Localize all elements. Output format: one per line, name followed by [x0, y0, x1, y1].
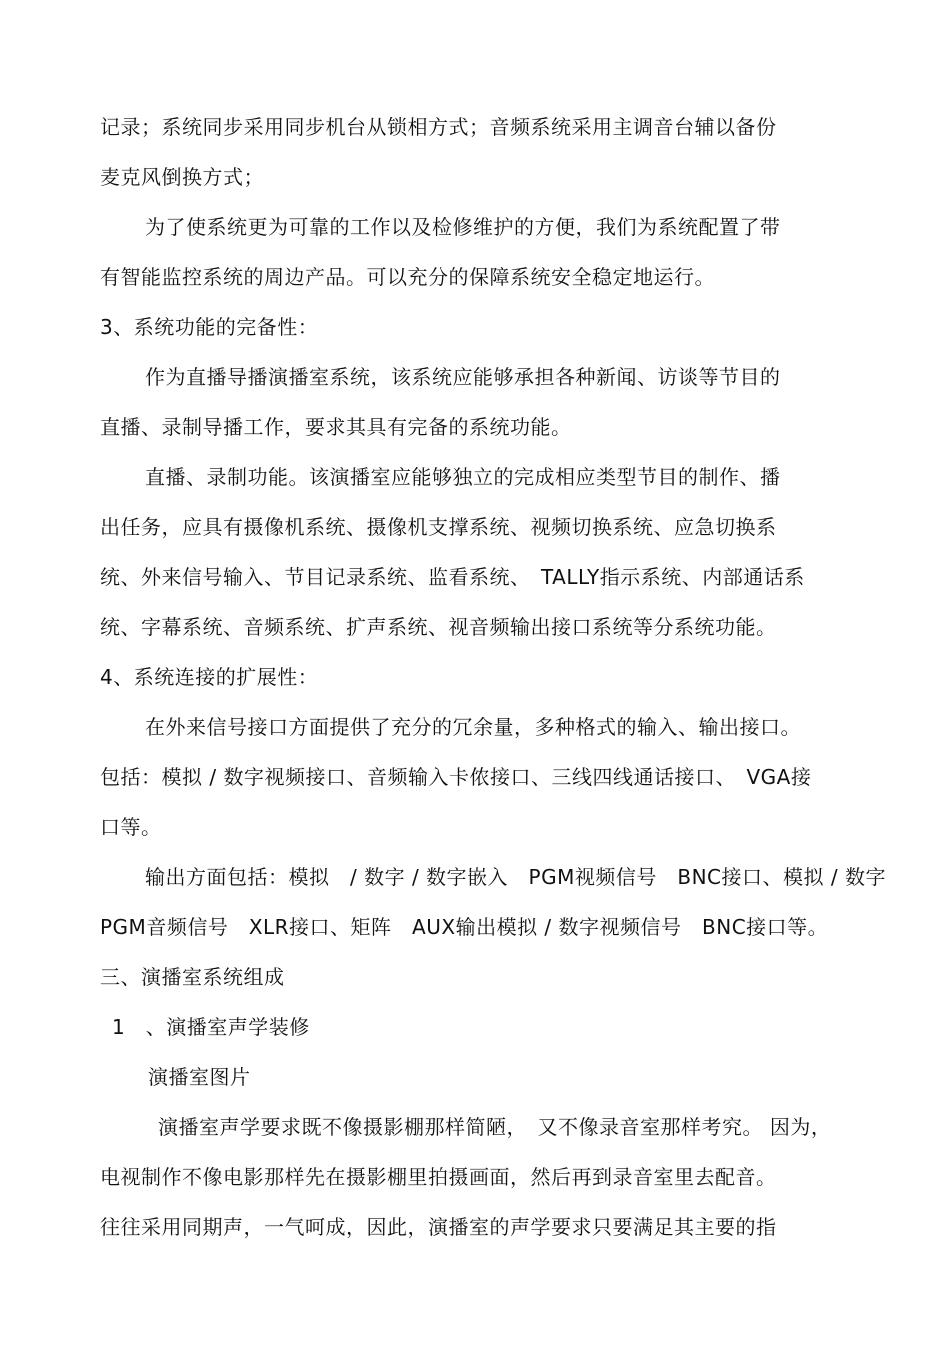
text-line: 直播、录制功能。该演播室应能够独立的完成相应类型节目的制作、播 [145, 465, 781, 489]
text-line: 统、外来信号输入、节目记录系统、监看系统、 TALLY指示系统、内部通话系 [100, 565, 805, 589]
text-line: 麦克风倒换方式； [100, 165, 264, 189]
subsection-heading: 1 、演播室声学装修 [112, 1015, 310, 1039]
section-heading: 4、系统连接的扩展性： [100, 665, 319, 689]
text-line: 往往采用同期声，一气呵成，因此，演播室的声学要求只要满足其主要的指 [100, 1215, 777, 1239]
text-line: 记录；系统同步采用同步机台从锁相方式；音频系统采用主调音台辅以备份 [100, 115, 777, 139]
text-line: 在外来信号接口方面提供了充分的冗余量，多种格式的输入、输出接口。 [145, 715, 801, 739]
text-line: 直播、录制导播工作，要求其具有完备的系统功能。 [100, 415, 572, 439]
text-line: 演播室声学要求既不像摄影棚那样简陋， 又不像录音室那样考究。 因为， [158, 1115, 832, 1139]
text-line: 为了使系统更为可靠的工作以及检修维护的方便，我们为系统配置了带 [145, 215, 781, 239]
image-caption: 演播室图片 [148, 1065, 251, 1089]
text-line: 口等。 [100, 815, 162, 839]
text-line: 包括：模拟 / 数字视频接口、音频输入卡侬接口、三线四线通话接口、 VGA接 [100, 765, 812, 789]
text-line: 统、字幕系统、音频系统、扩声系统、视音频输出接口系统等分系统功能。 [100, 615, 777, 639]
text-line: 电视制作不像电影那样先在摄影棚里拍摄画面，然后再到录音室里去配音。 [100, 1165, 777, 1189]
text-line: 作为直播导播演播室系统，该系统应能够承担各种新闻、访谈等节目的 [145, 365, 781, 389]
chapter-heading: 三、演播室系统组成 [100, 965, 285, 989]
section-heading: 3、系统功能的完备性： [100, 315, 319, 339]
text-line: 输出方面包括：模拟 / 数字 / 数字嵌入 PGM视频信号 BNC接口、模拟 / 数字 [145, 865, 886, 889]
text-line: PGM音频信号 XLR接口、矩阵 AUX输出模拟 / 数字视频信号 BNC接口等。 [100, 915, 829, 939]
text-line: 有智能监控系统的周边产品。可以充分的保障系统安全稳定地运行。 [100, 265, 715, 289]
text-line: 出任务，应具有摄像机系统、摄像机支撑系统、视频切换系统、应急切换系 [100, 515, 777, 539]
